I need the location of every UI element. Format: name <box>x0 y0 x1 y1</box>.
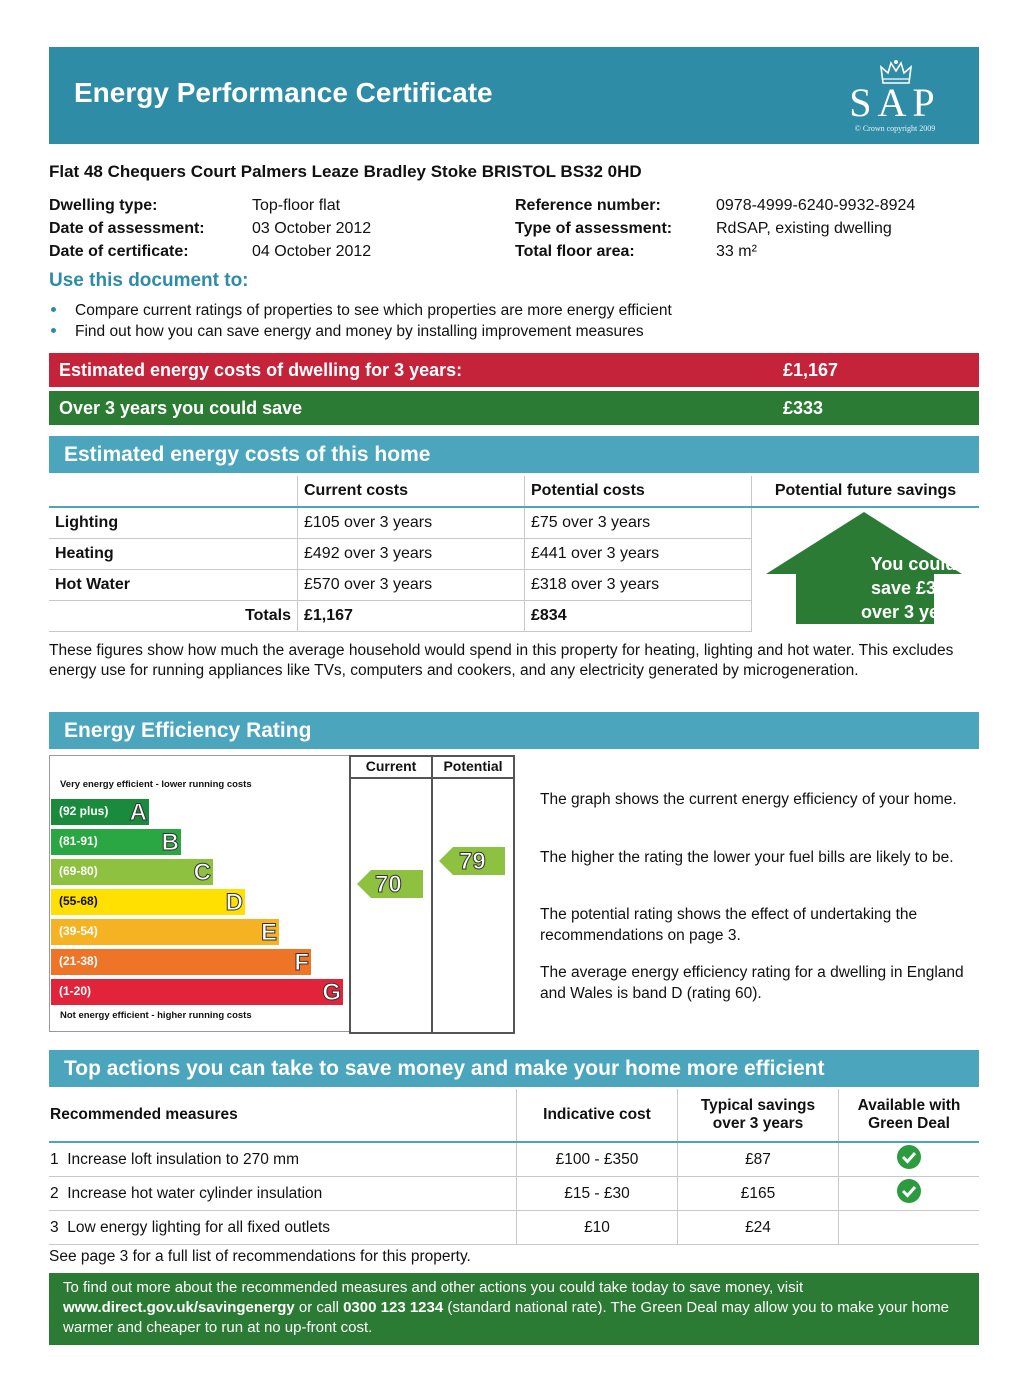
table-row <box>49 507 979 539</box>
col-current-costs: Current costs <box>298 476 525 507</box>
band-range: (55-68) <box>59 894 98 908</box>
measure-name: Low energy lighting for all fixed outlets <box>67 1218 331 1236</box>
rating-band-e <box>51 919 279 945</box>
use-document-title: Use this document to: <box>49 270 249 291</box>
measure-cell <box>49 1177 517 1211</box>
sap-logo <box>835 57 955 137</box>
measure-cell <box>49 1211 517 1245</box>
potential-cost: £75 over 3 years <box>525 507 752 539</box>
band-letter: E <box>260 919 277 946</box>
table-row <box>49 1142 979 1177</box>
costs-table <box>49 476 979 632</box>
check-icon <box>896 1178 922 1204</box>
scale-top-caption: Very energy efficient - lower running costs <box>60 779 252 790</box>
dwelling-type-value: Top-floor flat <box>252 197 341 214</box>
assessment-type-value: RdSAP, existing dwelling <box>716 220 892 237</box>
table-row <box>49 1177 979 1211</box>
measure-cost: £10 <box>517 1211 678 1245</box>
certificate-date-label: Date of certificate: <box>49 243 189 260</box>
estimated-costs-bar <box>49 353 979 387</box>
band-letter: D <box>225 889 243 916</box>
list-item: Find out how you can save energy and money by installing improvement measures <box>49 321 672 342</box>
reference-value: 0978-4999-6240-9932-8924 <box>716 197 916 214</box>
rating-paragraph: The potential rating shows the effect of undertaking the recommendations on page 3. <box>540 906 918 944</box>
band-range: (1-20) <box>59 984 92 998</box>
assessment-type-label: Type of assessment: <box>515 220 673 237</box>
footer-box <box>49 1273 979 1345</box>
assessment-date-label: Date of assessment: <box>49 220 205 237</box>
band-letter: G <box>322 979 341 1006</box>
potential-cost: £318 over 3 years <box>525 570 752 601</box>
costs-section-title: Estimated energy costs of this home <box>64 443 431 466</box>
col-potential-savings: Potential future savings <box>752 476 980 507</box>
certificate-date-value: 04 October 2012 <box>252 243 372 260</box>
potential-column <box>431 755 515 1034</box>
check-icon <box>896 1144 922 1170</box>
band-letter: B <box>161 829 179 856</box>
col-potential: Potential <box>443 758 503 774</box>
list-item: Compare current ratings of properties to see which properties are more energy efficient <box>49 300 672 321</box>
green-deal-cell <box>839 1142 980 1177</box>
see-page-note: See page 3 for a full list of recommendations for this property. <box>49 1248 471 1265</box>
sap-logo-text: SAP <box>849 80 941 125</box>
current-rating-value: 70 <box>375 871 402 898</box>
col-measures: Recommended measures <box>49 1089 517 1142</box>
band-range: (21-38) <box>59 954 98 968</box>
crown-copyright: © Crown copyright 2009 <box>854 124 936 133</box>
totals-current: £1,167 <box>298 601 525 632</box>
header-banner <box>49 47 979 144</box>
band-range: (39-54) <box>59 924 98 938</box>
table-row <box>49 1211 979 1245</box>
property-address: Flat 48 Chequers Court Palmers Leaze Bradley Stoke BRISTOL BS32 0HD <box>49 162 642 181</box>
potential-cost: £441 over 3 years <box>525 539 752 570</box>
savings-arrow-cell <box>752 507 980 632</box>
row-label: Hot Water <box>49 570 298 601</box>
rating-section-header <box>49 712 979 749</box>
estimated-costs-value: £1,167 <box>775 353 979 387</box>
bullet-icon <box>51 307 56 312</box>
col-savings: Typical savings over 3 years <box>678 1089 839 1142</box>
green-deal-cell <box>839 1211 980 1245</box>
costs-note: These figures show how much the average household would spend in this property for heating, lighting and hot water. This excludes energy use for running appliances like TVs, computers and cookers, and any electricity generated by microgeneration. <box>49 642 954 679</box>
totals-label: Totals <box>49 601 298 632</box>
col-green-deal: Available with Green Deal <box>839 1089 980 1142</box>
footer-link[interactable]: www.direct.gov.uk/savingenergy <box>63 1299 295 1316</box>
totals-potential: £834 <box>525 601 752 632</box>
rating-band-g <box>51 979 343 1005</box>
floor-area-value: 33 m² <box>716 243 757 260</box>
savings-arrow-text: You could save £333 over 3 years <box>860 554 967 622</box>
rating-band-a <box>51 799 149 825</box>
reference-label: Reference number: <box>515 197 661 214</box>
page-title: Energy Performance Certificate <box>74 77 493 108</box>
rating-band-c <box>51 859 213 885</box>
dwelling-type-label: Dwelling type: <box>49 197 158 214</box>
band-letter: F <box>294 949 309 976</box>
measure-saving: £165 <box>678 1177 839 1211</box>
col-cost: Indicative cost <box>517 1089 678 1142</box>
potential-rating-value: 79 <box>459 848 486 875</box>
current-cost: £105 over 3 years <box>298 507 525 539</box>
measure-cost: £15 - £30 <box>517 1177 678 1211</box>
savings-bar <box>49 391 979 425</box>
use-document-list <box>49 300 672 342</box>
rating-band-b <box>51 829 181 855</box>
band-range: (92 plus) <box>59 804 109 818</box>
row-label: Heating <box>49 539 298 570</box>
scale-bottom-caption: Not energy efficient - higher running costs <box>60 1010 252 1021</box>
actions-table <box>49 1089 979 1245</box>
rating-band-f <box>51 949 311 975</box>
measure-name: Increase hot water cylinder insulation <box>67 1184 323 1202</box>
measure-number: 2 <box>50 1184 59 1202</box>
col-potential-costs: Potential costs <box>525 476 752 507</box>
measure-saving: £87 <box>678 1142 839 1177</box>
rating-paragraph: The average energy efficiency rating for a dwelling in England and Wales is band D (rating 60). <box>540 964 964 1002</box>
measure-name: Increase loft insulation to 270 mm <box>67 1150 300 1168</box>
rating-paragraph: The higher the rating the lower your fuel bills are likely to be. <box>540 849 954 866</box>
current-cost: £492 over 3 years <box>298 539 525 570</box>
band-range: (69-80) <box>59 864 98 878</box>
actions-section-header <box>49 1050 979 1087</box>
savings-value: £333 <box>775 391 979 425</box>
rating-band-d <box>51 889 245 915</box>
measure-number: 3 <box>50 1218 59 1236</box>
current-cost: £570 over 3 years <box>298 570 525 601</box>
savings-label: Over 3 years you could save <box>49 391 779 425</box>
floor-area-label: Total floor area: <box>515 243 635 260</box>
estimated-costs-label: Estimated energy costs of dwelling for 3 years: <box>49 353 779 387</box>
band-letter: A <box>129 799 147 826</box>
footer-phone: 0300 123 1234 <box>343 1299 444 1316</box>
measure-cell <box>49 1142 517 1177</box>
footer-text: To find out more about the recommended measures and other actions you could take today to save money, visit www.direct.gov.uk/savingenergy or call 0300 123 1234 (standard national rate). The Green Deal may allow you to make your home warmer and cheaper to run at no up-front cost. <box>63 1279 950 1336</box>
bullet-icon <box>51 328 56 333</box>
table-header-row <box>49 476 979 507</box>
row-label: Lighting <box>49 507 298 539</box>
actions-section-title: Top actions you can take to save money and make your home more efficient <box>64 1057 825 1080</box>
measure-saving: £24 <box>678 1211 839 1245</box>
table-header-row <box>49 1089 979 1142</box>
measure-cost: £100 - £350 <box>517 1142 678 1177</box>
measure-number: 1 <box>50 1150 59 1168</box>
band-letter: C <box>193 859 211 886</box>
rating-paragraph: The graph shows the current energy efficiency of your home. <box>540 791 957 808</box>
assessment-date-value: 03 October 2012 <box>252 220 372 237</box>
col-current: Current <box>365 758 417 774</box>
band-range: (81-91) <box>59 834 98 848</box>
costs-section-header <box>49 436 979 473</box>
rating-section-title: Energy Efficiency Rating <box>64 719 312 742</box>
green-deal-cell <box>839 1177 980 1211</box>
